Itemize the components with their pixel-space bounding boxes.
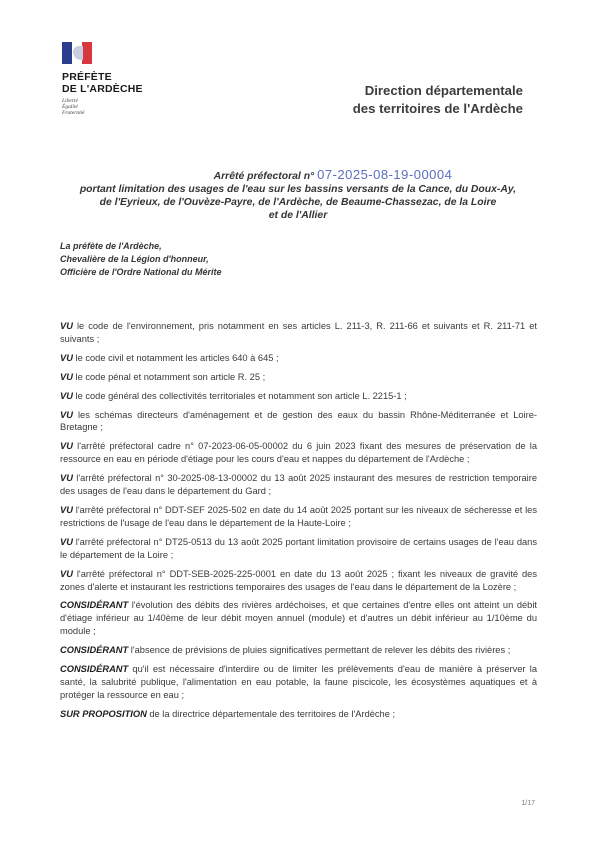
arrete-subject-line: de l'Eyrieux, de l'Ouvèze-Payre, de l'Ardèche, de Beaume-Chassezac, de la Loire bbox=[99, 197, 497, 208]
arrete-heading bbox=[60, 168, 536, 222]
proposal-paragraph: SUR PROPOSITION de la directrice départementale des territoires de l'Ardèche ; bbox=[60, 708, 396, 719]
page-number: 1/17 bbox=[521, 800, 535, 807]
issuing-direction: Direction départementale des territoires de l'Ardèche bbox=[352, 83, 523, 116]
visas-and-considerations bbox=[60, 320, 537, 727]
marianne-logo bbox=[62, 42, 143, 116]
visa-paragraph: VU le code général des collectivités territoriales et notamment son article L. 2215-1 ; bbox=[60, 390, 407, 401]
visa-paragraph: VU l'arrêté préfectoral n° DDT-SEF 2025-502 en date du 14 août 2025 portant sur les niveaux de sécheresse et les restrictions de l'usage de l'eau dans le département de la Haute-Loire ; bbox=[60, 504, 537, 528]
signatory-block: La préfète de l'Ardèche, Chevalière de la Légion d'honneur, Officière de l'Ordre National du Mérite bbox=[60, 241, 222, 277]
arrete-title: Arrêté préfectoral n° 07-2025-08-19-00004 bbox=[213, 167, 453, 182]
arrete-subject-line: portant limitation des usages de l'eau sur les bassins versants de la Cance, du Doux-Ay, bbox=[79, 184, 517, 195]
arrete-number: 07-2025-08-19-00004 bbox=[317, 167, 453, 182]
republic-motto: Liberté Égalité Fraternité bbox=[62, 98, 85, 116]
visa-paragraph: VU le code de l'environnement, pris notamment en ses articles L. 211-3, R. 211-66 et suivants et R. 211-71 et suivants ; bbox=[60, 321, 537, 344]
visa-paragraph: VU l'arrêté préfectoral n° DT25-0513 du 13 août 2025 portant limitation provisoire de certains usages de l'eau dans le département de la Loire ; bbox=[60, 536, 537, 560]
visa-paragraph: VU l'arrêté préfectoral n° 30-2025-08-13-00002 du 13 août 2025 instaurant des mesures de restriction temporaire des usages de l'eau dans le département du Gard ; bbox=[60, 473, 537, 497]
consideration-paragraph: CONSIDÉRANT qu'il est nécessaire d'interdire ou de limiter les prélèvements d'eau de manière à préserver la santé, la salubrité publique, l'alimentation en eau potable, la faune piscicole, les écosystèmes aquatiques et à protéger la ressource en eau ; bbox=[60, 664, 537, 700]
consideration-paragraph: CONSIDÉRANT l'évolution des débits des rivières ardéchoises, et que certaines d'entre elles ont atteint un débit d'étiage inférieur au 1/40ème de leur débit moyen annuel (module) et d'autres un débit inférieur au 1/10ème du module ; bbox=[60, 600, 537, 637]
prefecture-name: PRÉFÈTE DE L'ARDÈCHE bbox=[62, 71, 143, 95]
arrete-subject-line: et de l'Allier bbox=[268, 210, 328, 221]
visa-paragraph: VU les schémas directeurs d'aménagement et de gestion des eaux du bassin Rhône-Méditerranée et Loire-Bretagne ; bbox=[60, 409, 537, 433]
visa-paragraph: VU l'arrêté préfectoral n° DDT-SEB-2025-225-0001 en date du 13 août 2025 ; fixant les niveaux de gravité des zones d'alerte et instaurant les restrictions temporaires des usages de l'eau dans le département de la Lozère ; bbox=[60, 568, 537, 592]
flag-icon bbox=[62, 42, 92, 64]
visa-paragraph: VU le code civil et notamment les articles 640 à 645 ; bbox=[60, 352, 279, 363]
consideration-paragraph: CONSIDÉRANT l'absence de prévisions de pluies significatives permettant de relever les débits des rivières ; bbox=[60, 645, 511, 656]
visa-paragraph: VU le code pénal et notamment son article R. 25 ; bbox=[60, 371, 266, 382]
visa-paragraph: VU l'arrêté préfectoral cadre n° 07-2023-06-05-00002 du 6 juin 2023 fixant des mesures de préservation de la ressource en eau en période d'étiage pour les cours d'eau et nappes du département de l'Ardèche ; bbox=[60, 441, 537, 465]
